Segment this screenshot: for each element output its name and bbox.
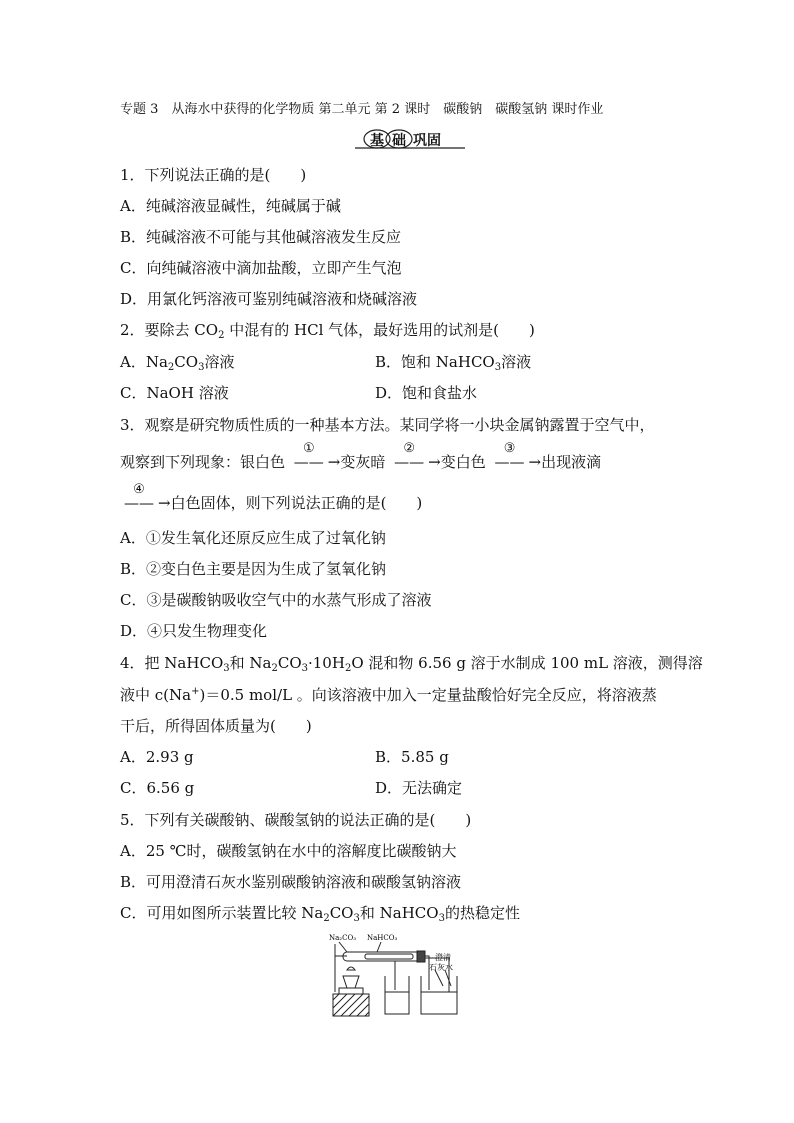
q1-option-c: C．向纯碱溶液中滴加盐酸，立即产生气泡 (120, 259, 402, 277)
q2-option-b: B．饱和 NaHCO$_3$溶液 (375, 353, 532, 373)
q5-option-b: B．可用澄清石灰水鉴别碳酸钠溶液和碳酸氢钠溶液 (120, 873, 462, 891)
arrow-step-3: — ③ — (494, 441, 525, 471)
arrow-step-2: — ② — (394, 441, 425, 471)
q2-option-c: C．NaOH 溶液 (120, 384, 229, 402)
q3-sequence-end: — ④ — →白色固体，则下列说法正确的是( ) (120, 494, 422, 512)
q1-option-b: B．纯碱溶液不可能与其他碱溶液发生反应 (120, 228, 402, 246)
q1-option-d: D．用氯化钙溶液可鉴别纯碱溶液和烧碱溶液 (120, 290, 418, 308)
q2-stem: 2．要除去 $CO_2$ 中混有的 HCl 气体，最好选用的试剂是( ) (120, 321, 535, 341)
arrow-step-1: — ① — (293, 441, 324, 471)
q1-stem: 1．下列说法正确的是( ) (120, 166, 307, 184)
q2-option-a: A．$Na_2CO_3$溶液 (120, 353, 235, 373)
label-limewater-2: 石灰水 (429, 963, 453, 972)
label-na2co3: Na₂CO₃ (329, 934, 357, 942)
q1-option-a: A．纯碱溶液显碱性，纯碱属于碱 (120, 197, 341, 215)
label-limewater-1: 澄清 (435, 953, 451, 962)
badge-char-3: 巩固 (413, 133, 441, 149)
q4-stem-line3: 干后，所得固体质量为( ) (120, 717, 312, 735)
q3-option-a: A．①发生氧化还原反应生成了过氧化钠 (120, 529, 386, 547)
q5-option-c: C．可用如图所示装置比较 $Na_2CO_3$和 NaHCO$_3$的热稳定性 (120, 904, 520, 924)
q5-option-a: A．25 ℃时，碳酸氢钠在水中的溶解度比碳酸钠大 (120, 842, 457, 860)
q5-stem: 5．下列有关碳酸钠、碳酸氢钠的说法正确的是( ) (120, 811, 472, 829)
q3-stem: 3．观察是研究物质性质的一种基本方法。某同学将一小块金属钠露置于空气中， (120, 416, 655, 434)
arrow-step-4: — ④ — (124, 482, 154, 512)
q4-option-d: D．无法确定 (375, 779, 463, 797)
q3-sequence: 观察到下列现象：银白色 — ① — →变灰暗 — ② — →变白色 — ③ — →出现液滴 (120, 441, 602, 471)
apparatus-figure (325, 930, 475, 1020)
q3-option-d: D．④只发生物理变化 (120, 622, 268, 640)
q4-stem-line1: 4．把 NaHCO$_3$和 $Na_2CO_3\cdot 10H_2O$ 混和物 6.56 g 溶于水制成 100 mL 溶液，测得溶 (120, 654, 703, 674)
q3-option-c: C．③是碳酸钠吸收空气中的水蒸气形成了溶液 (120, 591, 432, 609)
q2-option-d: D．饱和食盐水 (375, 384, 478, 402)
q4-option-a: A．2.93 g (120, 748, 194, 766)
q3-option-b: B．②变白色主要是因为生成了氢氧化钠 (120, 560, 387, 578)
q4-option-c: C．6.56 g (120, 779, 195, 797)
q4-stem-line2: 液中 c(Na+)＝0.5 mol/L 。向该溶液中加入一定量盐酸恰好完全反应，将溶液蒸 (120, 686, 657, 704)
label-nahco3: NaHCO₃ (367, 934, 398, 942)
section-badge (355, 128, 465, 150)
badge-char-2: 础 (392, 133, 406, 149)
badge-char-1: 基 (370, 133, 384, 149)
page-title: 专题 3 从海水中获得的化学物质 第二单元 第 2 课时 碳酸钠 碳酸氢钠 课时作业 (120, 102, 604, 117)
q4-option-b: B．5.85 g (375, 748, 449, 766)
